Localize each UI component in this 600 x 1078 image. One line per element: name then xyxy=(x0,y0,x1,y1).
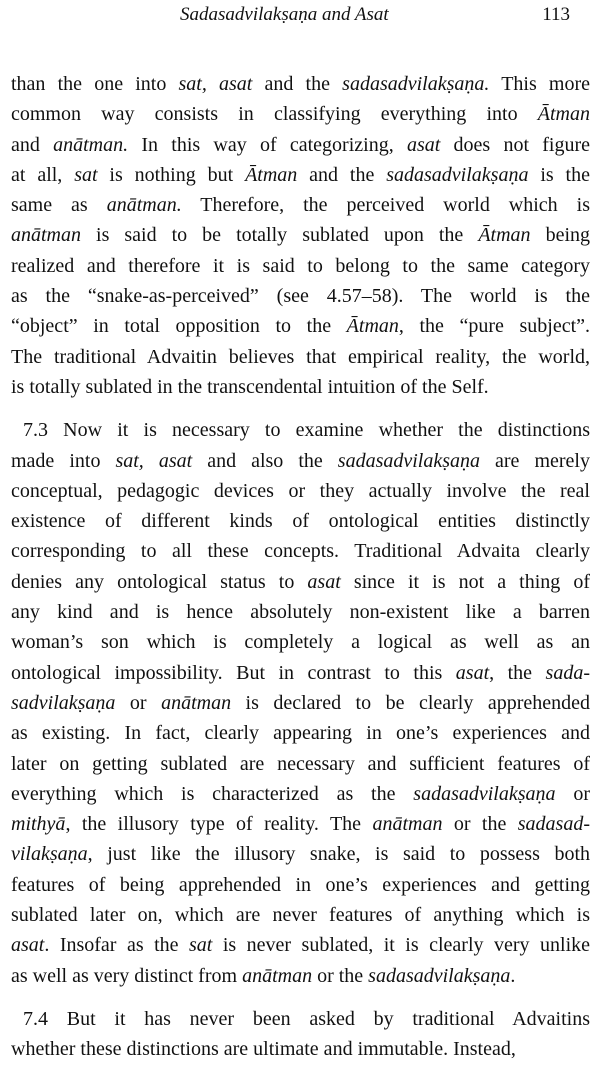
text-line xyxy=(11,130,590,160)
text-run: later on getting sublated are necessary and sufficient features of xyxy=(11,752,590,775)
italic-term: sat, asat xyxy=(115,449,193,472)
running-head xyxy=(0,4,600,36)
body-text xyxy=(11,69,590,1078)
text-run: Therefore, the perceived world which is xyxy=(181,194,590,217)
paragraph xyxy=(11,415,590,991)
text-line xyxy=(11,749,590,779)
italic-term: anātman xyxy=(161,691,232,714)
text-run: , the illusory type of reality. The xyxy=(65,813,373,836)
italic-term: sadasadvilakṣaṇa xyxy=(386,163,529,186)
italic-term: mithyā xyxy=(11,813,66,836)
text-line xyxy=(11,446,590,476)
text-run: woman’s son which is completely a logical as well as an xyxy=(11,631,590,654)
italic-term: sadasadvilakṣaṇa xyxy=(368,964,511,987)
text-run: does not figure xyxy=(440,133,590,156)
text-run: and the xyxy=(297,163,387,186)
text-run: as the “snake-as-perceived” (see 4.57–58). The world is the xyxy=(11,285,590,308)
text-line xyxy=(11,1004,590,1034)
text-line xyxy=(11,160,590,190)
text-line xyxy=(11,839,590,869)
text-line xyxy=(11,342,590,372)
text-line xyxy=(11,69,590,99)
italic-term: sada- xyxy=(545,661,590,684)
text-run: since it is not a thing of xyxy=(340,570,590,593)
text-run: conceptual, pedagogic devices or they actually involve the real xyxy=(11,479,590,502)
text-line xyxy=(11,870,590,900)
text-run: is declared to be clearly apprehended xyxy=(231,691,590,714)
text-run: common way consists in classifying everything into xyxy=(11,103,538,126)
text-run: made into xyxy=(11,449,116,472)
text-line xyxy=(11,597,590,627)
italic-term: sadasadvilakṣaṇa xyxy=(337,449,480,472)
text-run: or the xyxy=(442,813,518,836)
text-line xyxy=(11,220,590,250)
italic-term: Ātman xyxy=(537,103,590,126)
text-run: , the xyxy=(489,661,546,684)
text-line xyxy=(11,718,590,748)
text-line xyxy=(11,779,590,809)
text-run: or xyxy=(115,691,162,714)
text-run: . Insofar as the xyxy=(44,934,190,957)
text-run: at all, xyxy=(11,163,75,186)
text-run: is totally sublated in the transcendental intuition of the Self. xyxy=(11,375,489,398)
text-line xyxy=(11,506,590,536)
italic-term: Ātman xyxy=(478,224,531,247)
text-line xyxy=(11,1034,590,1064)
text-run: , the “pure subject”. xyxy=(398,315,590,338)
italic-term: asat xyxy=(11,934,45,957)
italic-term: vilakṣaṇa xyxy=(11,843,88,866)
text-line xyxy=(11,809,590,839)
italic-term: sadasadvilakṣaṇa xyxy=(413,782,556,805)
italic-term: sat, asat xyxy=(178,73,253,95)
text-line xyxy=(11,930,590,960)
text-run: and also the xyxy=(192,449,338,472)
text-line xyxy=(11,476,590,506)
text-run: is the xyxy=(528,163,590,186)
italic-term: sadasad- xyxy=(517,813,590,836)
paragraph xyxy=(11,1004,590,1065)
text-line xyxy=(11,311,590,341)
text-run: sublated later on, which are never features of anything which is xyxy=(11,904,590,927)
text-run: whether these distinctions are ultimate and immutable. Instead, xyxy=(11,1038,516,1061)
text-run: denies any ontological status to xyxy=(11,570,308,593)
italic-term: anātman xyxy=(372,813,443,836)
italic-term: anātman. xyxy=(53,133,129,156)
text-run: The traditional Advaitin believes that empirical reality, the world, xyxy=(11,345,590,368)
italic-term: asat xyxy=(406,133,441,156)
text-run: existence of different kinds of ontological entities distinctly xyxy=(11,510,590,533)
text-run: same as xyxy=(11,194,107,217)
italic-term: sadasadvilakṣaṇa. xyxy=(342,73,490,95)
text-run: being xyxy=(530,224,590,247)
text-run: or the xyxy=(312,964,369,987)
text-run: and the xyxy=(252,73,343,95)
text-run: than the one into xyxy=(11,73,179,95)
text-run: any kind and is hence absolutely non-existent like a barren xyxy=(11,601,590,624)
text-run: as existing. In fact, clearly appearing in one’s experiences and xyxy=(11,722,590,745)
text-run: everything which is characterized as the xyxy=(11,782,414,805)
text-run: corresponding to all these concepts. Traditional Advaita clearly xyxy=(11,540,590,563)
text-line xyxy=(11,415,590,445)
italic-term: sadvilakṣaṇa xyxy=(11,691,116,714)
text-line xyxy=(11,281,590,311)
italic-term: sat xyxy=(74,163,98,186)
italic-term: anātman xyxy=(11,224,81,247)
page-number: 113 xyxy=(542,4,570,25)
text-run: realized and therefore it is said to belong to the same category xyxy=(11,254,590,277)
paragraph xyxy=(11,69,590,402)
italic-term: asat xyxy=(307,570,341,593)
text-run: and xyxy=(11,133,54,156)
text-line xyxy=(11,627,590,657)
italic-term: asat xyxy=(455,661,490,684)
running-title: Sadasadvilakṣaṇa and Asat xyxy=(180,4,389,25)
text-line xyxy=(11,251,590,281)
text-run: 7.4 But it has never been asked by traditional Advaitins xyxy=(23,1007,590,1030)
text-run: “object” in total opposition to the xyxy=(11,315,347,338)
text-run: is nothing but xyxy=(97,163,246,186)
text-line xyxy=(11,99,590,129)
italic-term: anātman. xyxy=(106,194,182,217)
text-run: , just like the illusory snake, is said to possess both xyxy=(87,843,590,866)
text-run: is never sublated, it is clearly very unlike xyxy=(212,934,590,957)
text-run: is said to be totally sublated upon the xyxy=(81,224,479,247)
text-run: 7.3 Now it is necessary to examine whether the distinctions xyxy=(23,419,590,442)
text-run: or xyxy=(555,782,590,805)
text-run: This more xyxy=(489,73,590,95)
text-run: features of being apprehended in one’s experiences and getting xyxy=(11,873,590,896)
italic-term: Ātman xyxy=(245,163,298,186)
text-line xyxy=(11,658,590,688)
text-run: ontological impossibility. But in contrast to this xyxy=(11,661,456,684)
text-run: . xyxy=(510,964,516,987)
text-line xyxy=(11,900,590,930)
italic-term: Ātman xyxy=(346,315,399,338)
italic-term: anātman xyxy=(242,964,313,987)
italic-term: sat xyxy=(189,934,213,957)
text-line xyxy=(11,190,590,220)
text-line xyxy=(11,961,590,991)
text-run: as well as very distinct from xyxy=(11,964,243,987)
text-run: In this way of categorizing, xyxy=(128,133,407,156)
text-line xyxy=(11,372,590,402)
text-run: are merely xyxy=(480,449,590,472)
text-line xyxy=(11,688,590,718)
text-line xyxy=(11,536,590,566)
text-line xyxy=(11,567,590,597)
